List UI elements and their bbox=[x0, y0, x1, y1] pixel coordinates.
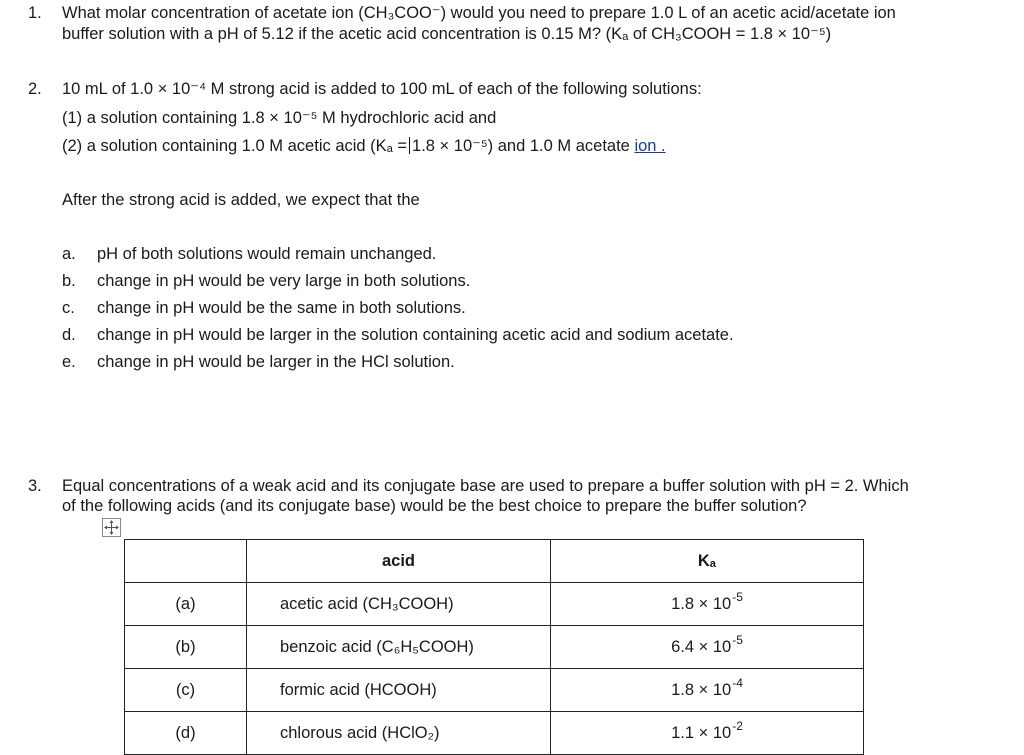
question-2-line-1: 10 mL of 1.0 × 10⁻⁴ M strong acid is added to 100 mL of each of the following solutions: bbox=[62, 80, 702, 98]
row-acid: benzoic acid (C₆H₅COOH) bbox=[247, 626, 551, 669]
option-a-text: pH of both solutions would remain unchanged. bbox=[97, 245, 437, 263]
question-3-line-1: Equal concentrations of a weak acid and its conjugate base are used to prepare a buffer solution with pH = 2. Which bbox=[62, 477, 909, 495]
ka-base: 6.4 × 10 bbox=[671, 637, 732, 656]
question-2-solution-2 bbox=[62, 136, 666, 157]
row-ka bbox=[551, 712, 864, 755]
row-label: (d) bbox=[125, 712, 247, 755]
solution-2-text-b: 1.8 × 10⁻⁵) and 1.0 M acetate bbox=[412, 137, 630, 155]
question-1-number: 1. bbox=[28, 4, 42, 22]
row-ka bbox=[551, 626, 864, 669]
question-2-stem: After the strong acid is added, we expect that the bbox=[62, 191, 420, 209]
table-row bbox=[125, 626, 864, 669]
option-c-text: change in pH would be the same in both solutions. bbox=[97, 299, 466, 317]
ka-base: 1.8 × 10 bbox=[671, 594, 732, 613]
ion-link[interactable]: ion . bbox=[634, 137, 666, 155]
ka-exponent: -5 bbox=[732, 589, 743, 604]
option-d-text: change in pH would be larger in the solution containing acetic acid and sodium acetate. bbox=[97, 326, 734, 344]
move-handle-icon[interactable] bbox=[102, 518, 121, 537]
question-2-solution-1: (1) a solution containing 1.8 × 10⁻⁵ M hydrochloric acid and bbox=[62, 109, 497, 127]
ka-base: 1.8 × 10 bbox=[671, 680, 732, 699]
option-c-letter: c. bbox=[62, 299, 75, 317]
text-cursor bbox=[409, 137, 410, 154]
acids-table bbox=[124, 539, 864, 755]
table-row bbox=[125, 583, 864, 626]
table-header-row bbox=[125, 540, 864, 583]
row-label: (c) bbox=[125, 669, 247, 712]
row-acid: formic acid (HCOOH) bbox=[247, 669, 551, 712]
option-b-text: change in pH would be very large in both solutions. bbox=[97, 272, 471, 290]
question-1-line-1: What molar concentration of acetate ion (CH₃COO⁻) would you need to prepare 1.0 L of an acetic acid/acetate ion bbox=[62, 4, 896, 22]
ka-base: 1.1 × 10 bbox=[671, 723, 732, 742]
question-2-number: 2. bbox=[28, 80, 42, 98]
option-e-letter: e. bbox=[62, 353, 76, 371]
row-ka bbox=[551, 583, 864, 626]
row-acid: acetic acid (CH₃COOH) bbox=[247, 583, 551, 626]
option-b-letter: b. bbox=[62, 272, 76, 290]
ka-exponent: -2 bbox=[732, 718, 743, 733]
row-label: (b) bbox=[125, 626, 247, 669]
question-3-line-2: of the following acids (and its conjugate base) would be the best choice to prepare the buffer solution? bbox=[62, 497, 807, 515]
row-label: (a) bbox=[125, 583, 247, 626]
ka-exponent: -4 bbox=[732, 675, 743, 690]
option-e-text: change in pH would be larger in the HCl solution. bbox=[97, 353, 455, 371]
option-d-letter: d. bbox=[62, 326, 76, 344]
question-3-number: 3. bbox=[28, 477, 42, 495]
header-ka: Kₐ bbox=[551, 540, 864, 583]
header-blank-cell bbox=[125, 540, 247, 583]
row-acid: chlorous acid (HClO₂) bbox=[247, 712, 551, 755]
table-row bbox=[125, 712, 864, 755]
option-a-letter: a. bbox=[62, 245, 76, 263]
table-row bbox=[125, 669, 864, 712]
question-1-line-2: buffer solution with a pH of 5.12 if the acetic acid concentration is 0.15 M? (Kₐ of CH₃COOH = 1.8 × 10⁻⁵) bbox=[62, 25, 832, 43]
row-ka bbox=[551, 669, 864, 712]
solution-2-text-a: (2) a solution containing 1.0 M acetic acid (Kₐ = bbox=[62, 137, 408, 155]
header-acid: acid bbox=[247, 540, 551, 583]
ka-exponent: -5 bbox=[732, 632, 743, 647]
